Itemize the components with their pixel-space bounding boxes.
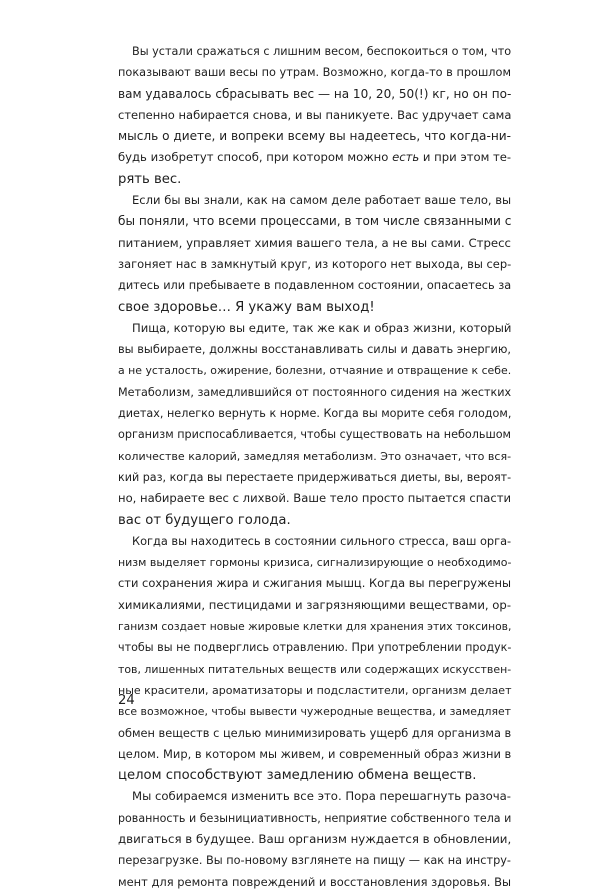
text-line: Если бы вы знали, как на самом деле работает ваше тело, вы [132,193,512,208]
text-line [118,147,511,168]
page-number: 24 [118,693,135,708]
text-line: диетах, нелегко вернуть к норме. Когда вы морите себя голодом, [118,407,512,421]
text-line: Мы собираемся изменить все это. Пора перешагнуть разоча- [132,789,512,804]
text-line: целом. Мир, в котором мы живем, и современный образ жизни в [118,746,512,761]
paragraph [118,786,511,892]
text-line: а не усталость, ожирение, болезни, отчаяние и отвращение к себе. [118,364,512,378]
text-line: дитесь или пребываете в подавленном состоянии, опасаетесь за [118,278,512,293]
text-line: целом способствуют замедлению обмена веществ. [118,768,477,784]
text-line: показывают ваши весы по утрам. Возможно, когда-то в прошлом [118,65,511,80]
text-line: ганизм создает новые жировые клетки для хранения этих токсинов, [118,620,512,634]
text-line: Вы устали сражаться с лишним весом, беспокоиться о том, что [132,45,512,58]
paragraph [118,190,511,318]
text-line: все возможное, чтобы вывести чужеродные вещества, и замедляет [118,705,512,719]
text-line: степенно набирается снова, и вы паникуете. Вас удручает сама [118,107,512,122]
emphasis: есть [392,150,420,165]
text-line: вам удавалось сбрасывать вес — на 10, 20, 50(!) кг, но он по- [118,86,512,101]
text-line: бы поняли, что всеми процессами, в том числе связанными с [118,214,512,229]
text-line: Когда вы находитесь в состоянии сильного стресса, ваш орга- [132,533,512,548]
paragraph [118,41,511,190]
text-line: тов, лишенных питательных веществ или содержащих искусствен- [118,662,512,676]
text-line: рять вес. [118,171,182,187]
text-line: Метаболизм, замедлившийся от постоянного сидения на жестких [118,385,512,399]
text-line: вас от будущего голода. [118,512,291,528]
text-line: рованность и безынициативность, неприятие собственного тела и [118,811,512,825]
paragraph [118,318,511,531]
text-run: будь изобретут способ, при котором можно [118,150,393,165]
text-line: сти сохранения жира и сжигания мышц. Когда вы перегружены [118,576,511,591]
text-line: перезагрузке. Вы по-новому взглянете на пищу — как на инстру- [118,854,511,868]
text-run: и при этом те- [419,150,512,165]
text-line: химикалиями, пестицидами и загрязняющими веществами, ор- [118,597,512,612]
text-line: двигаться в будущее. Ваш организм нуждается в обновлении, [118,831,512,846]
text-line: Пища, которую вы едите, так же как и образ жизни, который [132,320,512,335]
paragraph [118,531,511,787]
body-text [118,41,511,893]
text-line: ные красители, ароматизаторы и подсластители, организм делает [118,683,512,697]
text-line: низм выделяет гормоны кризиса, сигнализирующие о необходимо- [118,556,512,570]
text-line: загоняет нас в замкнутый круг, из которого нет выхода, вы сер- [118,256,512,271]
text-line: организм приспосабливается, чтобы существовать на небольшом [118,428,511,442]
text-line: кий раз, когда вы перестаете придерживаться диеты, вы, вероят- [118,470,512,484]
text-line: мысль о диете, и вопреки всему вы надеетесь, что когда-ни- [118,129,512,144]
text-line: вы выбираете, должны восстанавливать силы и давать энергию, [118,342,511,357]
text-line: мент для ремонта повреждений и восстановления здоровья. Вы [118,874,511,889]
text-line: свое здоровье… Я укажу вам выход! [118,299,375,315]
text-line: количестве калорий, замедляя метаболизм. Это означает, что вся- [118,449,512,463]
text-line: чтобы вы не подверглись отравлению. При употреблении продук- [118,641,512,655]
text-line: но, набираете вес с лихвой. Ваше тело просто пытается спасти [118,491,512,506]
text-line: обмен веществ с целью минимизировать ущерб для организма в [118,725,512,740]
text-line: питанием, управляет химия вашего тела, а не вы сами. Стресс [118,235,511,250]
